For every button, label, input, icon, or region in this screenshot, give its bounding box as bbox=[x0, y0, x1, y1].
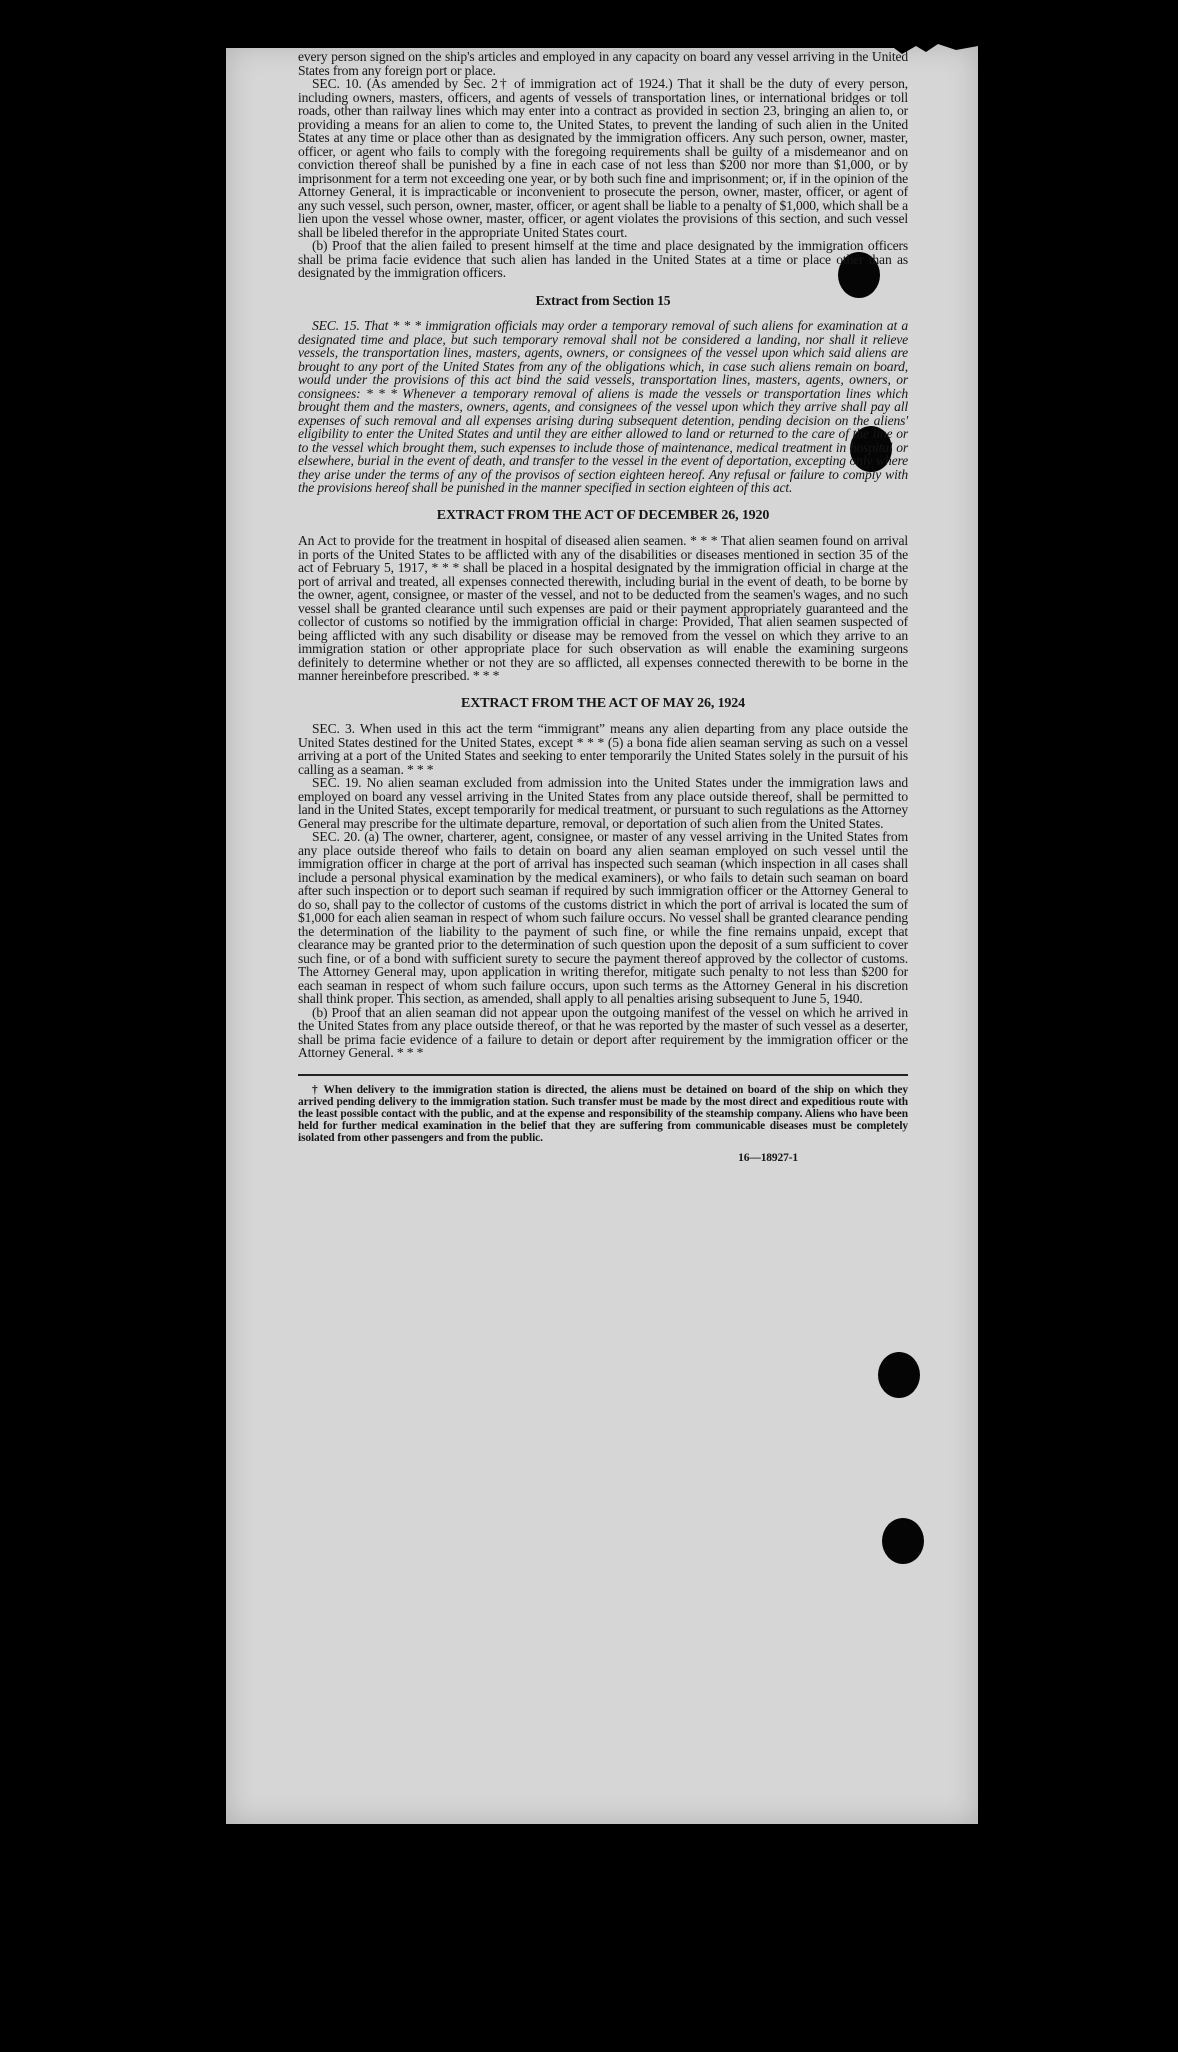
section-10-b: (b) Proof that the alien failed to present himself at the time and place designated by the immigration officers shall be prima facie evidence that such alien has landed in the United States at a time or place other than as designated by the immigration officers. bbox=[298, 238, 908, 280]
section-20-b: (b) Proof that an alien seaman did not appear upon the outgoing manifest of the vessel on which he arrived in the United States from any place outside thereof, or that he was reported by the master of such vessel as a deserter, shall be prima facie evidence of a failure to detain or deport after requirement by the immigration officer or the Attorney General. * * * bbox=[298, 1004, 908, 1060]
section-3: SEC. 3. When used in this act the term “immigrant” means any alien departing from any place outside the United States destined for the United States, except * * * (5) a bona fide alien seaman serving as such on a vessel arriving at a port of the United States and seeking to enter temporarily the United States solely in the pursuit of his calling as a seaman. * * * bbox=[298, 721, 908, 777]
footnote: † When delivery to the immigration station is directed, the aliens must be detained on board of the ship on which they arrived pending delivery to the immigration station. Such transfer must be made by the most direct and expeditious route with the least possible contact with the public, and at the expense and responsibility of the steamship company. Aliens who have been held for further medical examination in the belief that they are suffering from communicable diseases must be completely isolated from other passengers and from the public. bbox=[298, 1083, 908, 1144]
heading-act-1924: EXTRACT FROM THE ACT OF MAY 26, 1924 bbox=[461, 695, 745, 711]
document-text bbox=[298, 50, 908, 1165]
form-number: 16—18927-1 bbox=[738, 1151, 798, 1164]
heading-section-15: Extract from Section 15 bbox=[535, 292, 671, 308]
document-page bbox=[226, 44, 978, 1824]
act-1920-text: An Act to provide for the treatment in hospital of diseased alien seamen. * * * That alien seamen found on arrival in ports of the United States to be afflicted with any of the disabilities or diseases mentioned in section 35 of the act of February 5, 1917, * * * shall be placed in a hospital designated by the immigration official in charge at the port of arrival and treated, all expenses connected therewith, including burial in the event of death, to be borne by the owner, agent, consignee, or master of the vessel, and not to be deducted from the seamen's wages, and no such vessel shall be granted clearance until such expenses are paid or their payment appropriately guaranteed and the collector of customs so notified by the immigration official in charge: Provided, That alien seamen suspected of being afflicted with any such disability or disease may be removed from the vessel on which they arrive to an immigration station or other appropriate place for such observation as will enable the examining surgeons definitely to determine whether or not they are so afflicted, all expenses connected therewith to be borne in the manner hereinbefore prescribed. * * * bbox=[298, 533, 908, 683]
section-15: SEC. 15. That * * * immigration officials may order a temporary removal of such aliens for examination at a designated time and place, but such temporary removal shall not be considered a landing, nor shall it relieve vessels, the transportation lines, masters, agents, owners, or consignees of the vessel upon which said aliens are brought to any port of the United States from any of the obligations which, in case such aliens remain on board, would under the provisions of this act bind the said vessels, transportation lines, masters, agents, owners, or consignees: * * * Whenever a temporary removal of aliens is made the vessels or transportation lines which brought them and the masters, owners, agents, and consignees of the vessel upon which they arrive shall pay all expenses of such removal and all expenses arising during subsequent detention, pending decision on the aliens' eligibility to enter the United States and until they are either allowed to land or returned to the care of the line or to the vessel which brought them, such expenses to include those of maintenance, medical treatment in hospital or elsewhere, burial in the event of death, and transfer to the vessel in the event of deportation, excepting only where they arise under the terms of any of the provisos of section eighteen hereof. Any refusal or failure to comply with the provisions hereof shall be punished in the manner specified in section eighteen of this act. bbox=[298, 318, 908, 495]
punch-hole bbox=[882, 1518, 924, 1564]
section-10: SEC. 10. (As amended by Sec. 2† of immigration act of 1924.) That it shall be the duty of every person, including owners, masters, officers, and agents of vessels of transportation lines, or international bridges or toll roads, other than railway lines which may enter into a contract as provided in section 23, bringing an alien to, or providing a means for an alien to come to, the United States, to prevent the landing of such alien in the United States at any time or place other than as designated by the immigration officers. Any such person, owner, master, officer, or agent who fails to comply with the foregoing requirements shall be guilty of a misdemeanor and on conviction thereof shall be punished by a fine in each case of not less than $200 nor more than $1,000, or by imprisonment for a term not exceeding one year, or by both such fine and imprisonment; or, if in the opinion of the Attorney General, it is impracticable or inconvenient to prosecute the person, owner, master, officer, or agent of any such vessel, such person, owner, master, officer, or agent shall be liable to a penalty of $1,000, which shall be a lien upon the vessel whose owner, master, officer, or agent violates the provisions of this section, and such vessel shall be libeled therefor in the appropriate United States court. bbox=[298, 76, 908, 240]
section-19: SEC. 19. No alien seaman excluded from admission into the United States under the immigration laws and employed on board any vessel arriving in the United States from any place outside thereof, shall be permitted to land in the United States, except temporarily for medical treatment, or pursuant to such regulations as the Attorney General may prescribe for the ultimate departure, removal, or deportation of such alien from the United States. bbox=[298, 775, 908, 831]
heading-act-1920: EXTRACT FROM THE ACT OF DECEMBER 26, 1920 bbox=[436, 507, 770, 523]
section-20-a: SEC. 20. (a) The owner, charterer, agent, consignee, or master of any vessel arriving in the United States from any place outside thereof who fails to detain on board any alien seaman employed on such vessel until the immigration officer in charge at the port of arrival has inspected such seaman (which inspection in all cases shall include a personal physical examination by the medical examiners), or who fails to detain such seaman on board after such inspection or to deport such seaman if required by such immigration officer or the Attorney General to do so, shall pay to the collector of customs of the customs district in which the port of arrival is located the sum of $1,000 for each alien seaman in respect of whom such failure occurs. No vessel shall be granted clearance pending the determination of the liability to the payment of such fine, or while the fine remains unpaid, except that clearance may be granted prior to the determination of such question upon the deposit of a sum sufficient to cover such fine, or of a bond with sufficient surety to secure the payment thereof approved by the collector of customs. The Attorney General may, upon application in writing therefor, mitigate such penalty to not less than $200 for each seaman in respect of whom such failure occurs, upon such terms as the Attorney General in his discretion shall think proper. This section, as amended, shall apply to all penalties arising subsequent to June 5, 1940. bbox=[298, 829, 908, 1006]
footnote-divider bbox=[298, 1074, 908, 1076]
section-9-tail: every person signed on the ship's articles and employed in any capacity on board any vessel arriving in the United States from any foreign port or place. bbox=[298, 49, 908, 78]
punch-hole bbox=[878, 1352, 920, 1398]
